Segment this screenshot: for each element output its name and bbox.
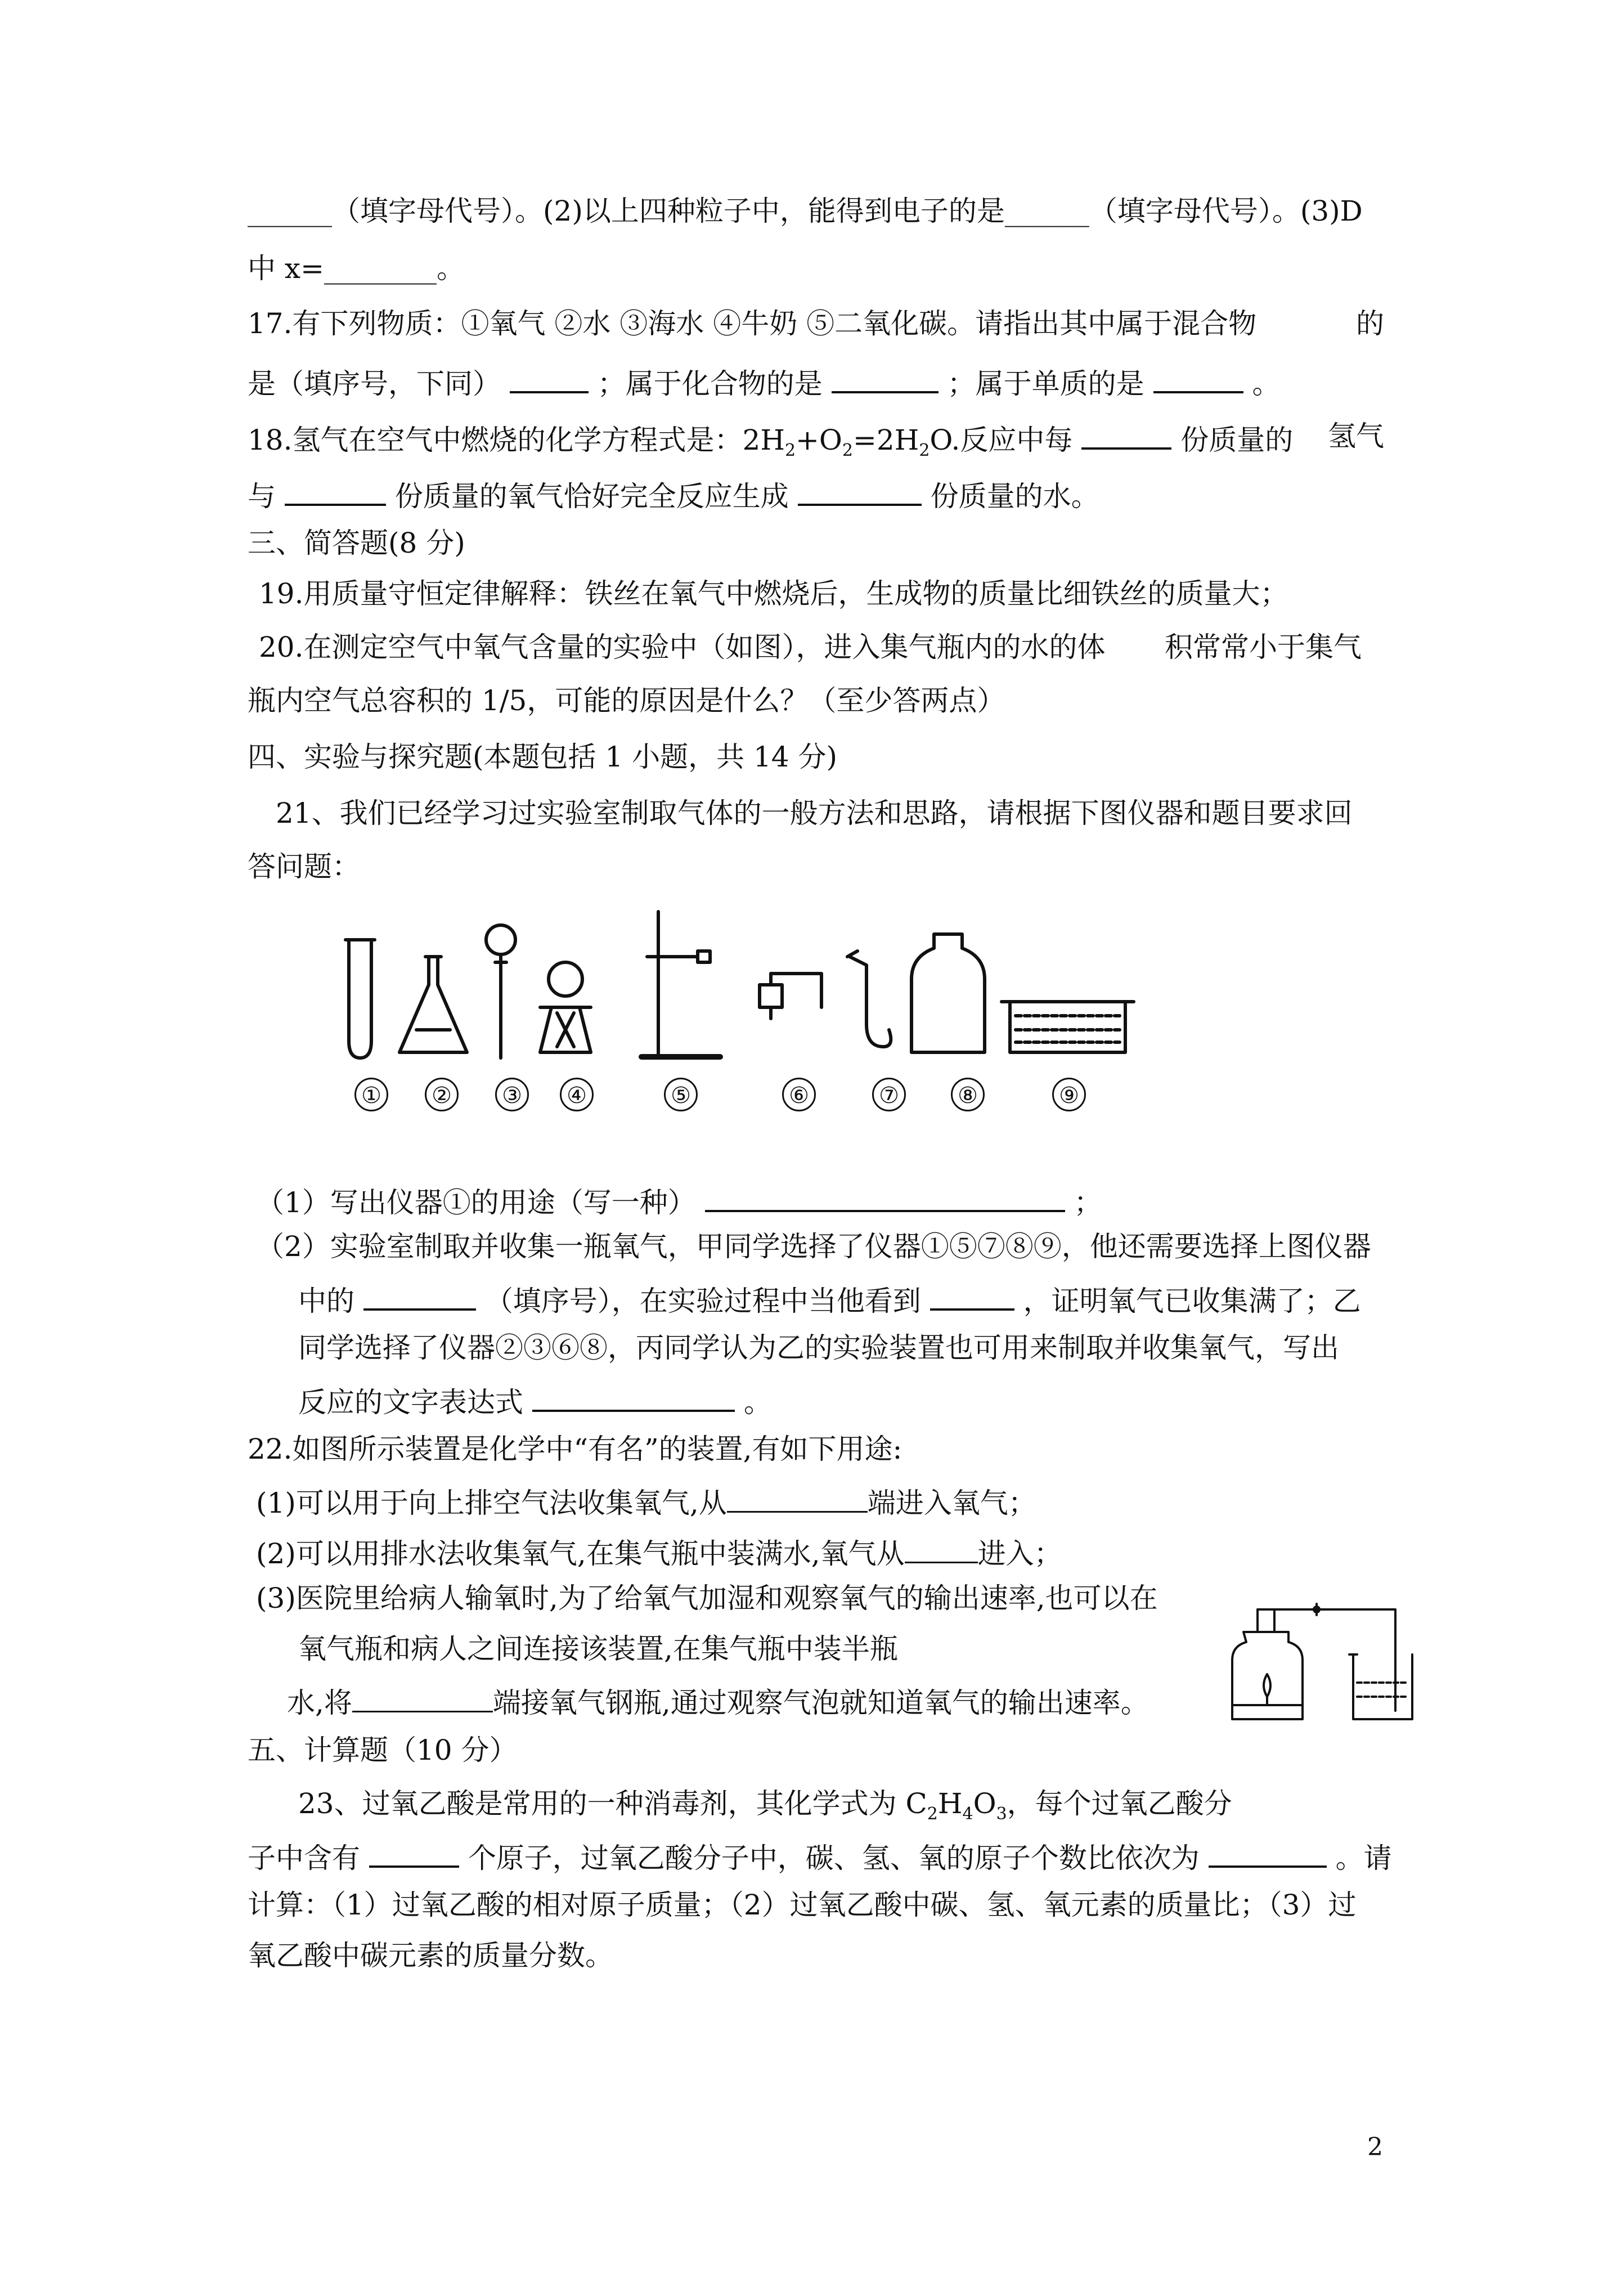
answer-blank-water-end[interactable] bbox=[905, 1533, 978, 1563]
q21-part2-line-4: 反应的文字表达式 。 bbox=[298, 1382, 772, 1419]
section-4-heading: 四、实验与探究题(本题包括 1 小题，共 14 分) bbox=[248, 741, 838, 773]
q23-line-4: 氧乙酸中碳元素的质量分数。 bbox=[248, 1939, 613, 1972]
q23-line-2: 子中含有 个原子，过氧乙酸分子中，碳、氢、氧的原子个数比依次为 。请 bbox=[248, 1837, 1392, 1875]
answer-blank-cylinder-end[interactable] bbox=[352, 1683, 493, 1712]
q20-line-2: 瓶内空气总容积的 1/5，可能的原因是什么？（至少答两点） bbox=[248, 684, 1005, 717]
q21-part1: （1）写出仪器①的用途（写一种） ； bbox=[256, 1182, 1102, 1219]
water-trough-icon bbox=[1002, 1002, 1134, 1052]
answer-blank-water-mass[interactable] bbox=[798, 476, 922, 506]
answer-blank-observation[interactable] bbox=[930, 1280, 1014, 1311]
q21-part2-line-2: 中的 （填序号），在实验过程中当他看到 ，证明氧气已收集满了；乙 bbox=[298, 1280, 1361, 1318]
iron-stand-icon bbox=[641, 912, 720, 1057]
figure-label: ① bbox=[354, 1078, 388, 1111]
page-number: 2 bbox=[1367, 2133, 1383, 2162]
figure-label: ⑥ bbox=[782, 1078, 816, 1111]
funnel-icon bbox=[486, 925, 515, 1058]
line-1: ______（填字母代号）。(2)以上四种粒子中，能得到电子的是______（填字母代号）。(3)D bbox=[248, 195, 1363, 227]
figure-label: ⑧ bbox=[951, 1078, 985, 1111]
q19: 19.用质量守恒定律解释：铁丝在氧气中燃烧后，生成物的质量比细铁丝的质量大； bbox=[259, 577, 1288, 610]
q21-intro-1: 21、我们已经学习过实验室制取气体的一般方法和思路，请根据下图仪器和题目要求回 bbox=[276, 797, 1353, 829]
alcohol-lamp-icon bbox=[540, 962, 591, 1052]
q17-line-1: 17.有下列物质：①氧气 ②水 ③海水 ④牛奶 ⑤二氧化碳。请指出其中属于混合物 bbox=[248, 307, 1257, 340]
figure-label: ③ bbox=[495, 1078, 529, 1111]
test-tube-icon bbox=[345, 940, 375, 1058]
q20-line-1: 20.在测定空气中氧气含量的实验中（如图），进入集气瓶内的水的体 bbox=[259, 631, 1106, 663]
figure-label: ⑦ bbox=[872, 1078, 906, 1111]
section-5-heading: 五、计算题（10 分） bbox=[248, 1734, 518, 1766]
answer-blank-hydrogen-mass[interactable] bbox=[1081, 419, 1171, 450]
q21-intro-2: 答问题： bbox=[248, 850, 360, 883]
answer-blank-word-equation[interactable] bbox=[532, 1382, 735, 1412]
q23-line-1: 23、过氧乙酸是常用的一种消毒剂，其化学式为 $C_2H_4O_3$，每个过氧乙酸分 bbox=[298, 1787, 1232, 1824]
answer-blank-oxygen-mass[interactable] bbox=[285, 476, 386, 506]
q21-part2-line-1: （2）实验室制取并收集一瓶氧气，甲同学选择了仪器①⑤⑦⑧⑨，他还需要选择上图仪器 bbox=[256, 1230, 1371, 1263]
figure-label: ④ bbox=[560, 1078, 594, 1111]
stopper-tube-icon bbox=[760, 974, 821, 1019]
q22-part3-line-1: (3)医院里给病人输氧时,为了给氧气加湿和观察氧气的输出速率,也可以在 bbox=[256, 1582, 1158, 1615]
q17-line-2: 是（填序号，下同） ；属于化合物的是 ；属于单质的是 。 bbox=[248, 363, 1280, 401]
conical-flask-icon bbox=[399, 957, 467, 1052]
answer-blank-mixture[interactable] bbox=[510, 363, 589, 393]
answer-blank-instruments[interactable] bbox=[363, 1280, 476, 1311]
gas-washing-apparatus-figure bbox=[1227, 1598, 1418, 1728]
answer-blank-compound[interactable] bbox=[832, 363, 939, 393]
answer-blank-air-end[interactable] bbox=[727, 1483, 868, 1513]
gas-bottle-icon bbox=[911, 934, 985, 1052]
q17-line-1-end: 的 bbox=[1356, 307, 1384, 340]
answer-blank-atom-count[interactable] bbox=[369, 1837, 459, 1868]
answer-blank-tube-use[interactable] bbox=[705, 1182, 1065, 1212]
q22-part3-line-3: 水,将 端接氧气钢瓶,通过观察气泡就知道氧气的输出速率。 bbox=[287, 1683, 1149, 1720]
q20-line-1-end: 积常常小于集气 bbox=[1165, 631, 1362, 663]
line-2: 中 x=________。 bbox=[248, 252, 465, 285]
apparatus-figure bbox=[326, 895, 1137, 1097]
figure-label: ⑨ bbox=[1052, 1078, 1086, 1111]
section-3-heading: 三、简答题(8 分) bbox=[248, 527, 465, 559]
q22-part3-line-2: 氧气瓶和病人之间连接该装置,在集气瓶中装半瓶 bbox=[298, 1633, 898, 1665]
q22-intro: 22.如图所示装置是化学中“有名”的装置,有如下用途: bbox=[248, 1433, 902, 1465]
figure-label: ⑤ bbox=[664, 1078, 698, 1111]
bent-tube-icon bbox=[847, 951, 891, 1047]
figure-label-row bbox=[338, 1078, 1148, 1111]
q18-line-2: 与 份质量的氧气恰好完全反应生成 份质量的水。 bbox=[248, 476, 1099, 513]
q21-part2-line-3: 同学选择了仪器②③⑥⑧，丙同学认为乙的实验装置也可用来制取并收集氧气，写出 bbox=[298, 1331, 1339, 1364]
answer-blank-element[interactable] bbox=[1153, 363, 1243, 393]
answer-blank-atom-ratio[interactable] bbox=[1209, 1837, 1327, 1868]
q22-part1: (1)可以用于向上排空气法收集氧气,从 端进入氧气； bbox=[256, 1483, 1036, 1520]
q18-line-1-end: 氢气 bbox=[1328, 420, 1384, 452]
figure-label: ② bbox=[425, 1078, 459, 1111]
q22-part2: (2)可以用排水法收集氧气,在集气瓶中装满水,氧气从 进入； bbox=[256, 1533, 1062, 1571]
q18-line-1: 18.氢气在空气中燃烧的化学方程式是：$2H_2+O_2=2H_2O$.反应中每 份质量的 bbox=[248, 419, 1293, 468]
q23-line-3: 计算：（1）过氧乙酸的相对原子质量；（2）过氧乙酸中碳、氢、氧元素的质量比；（3）过 bbox=[248, 1889, 1357, 1921]
